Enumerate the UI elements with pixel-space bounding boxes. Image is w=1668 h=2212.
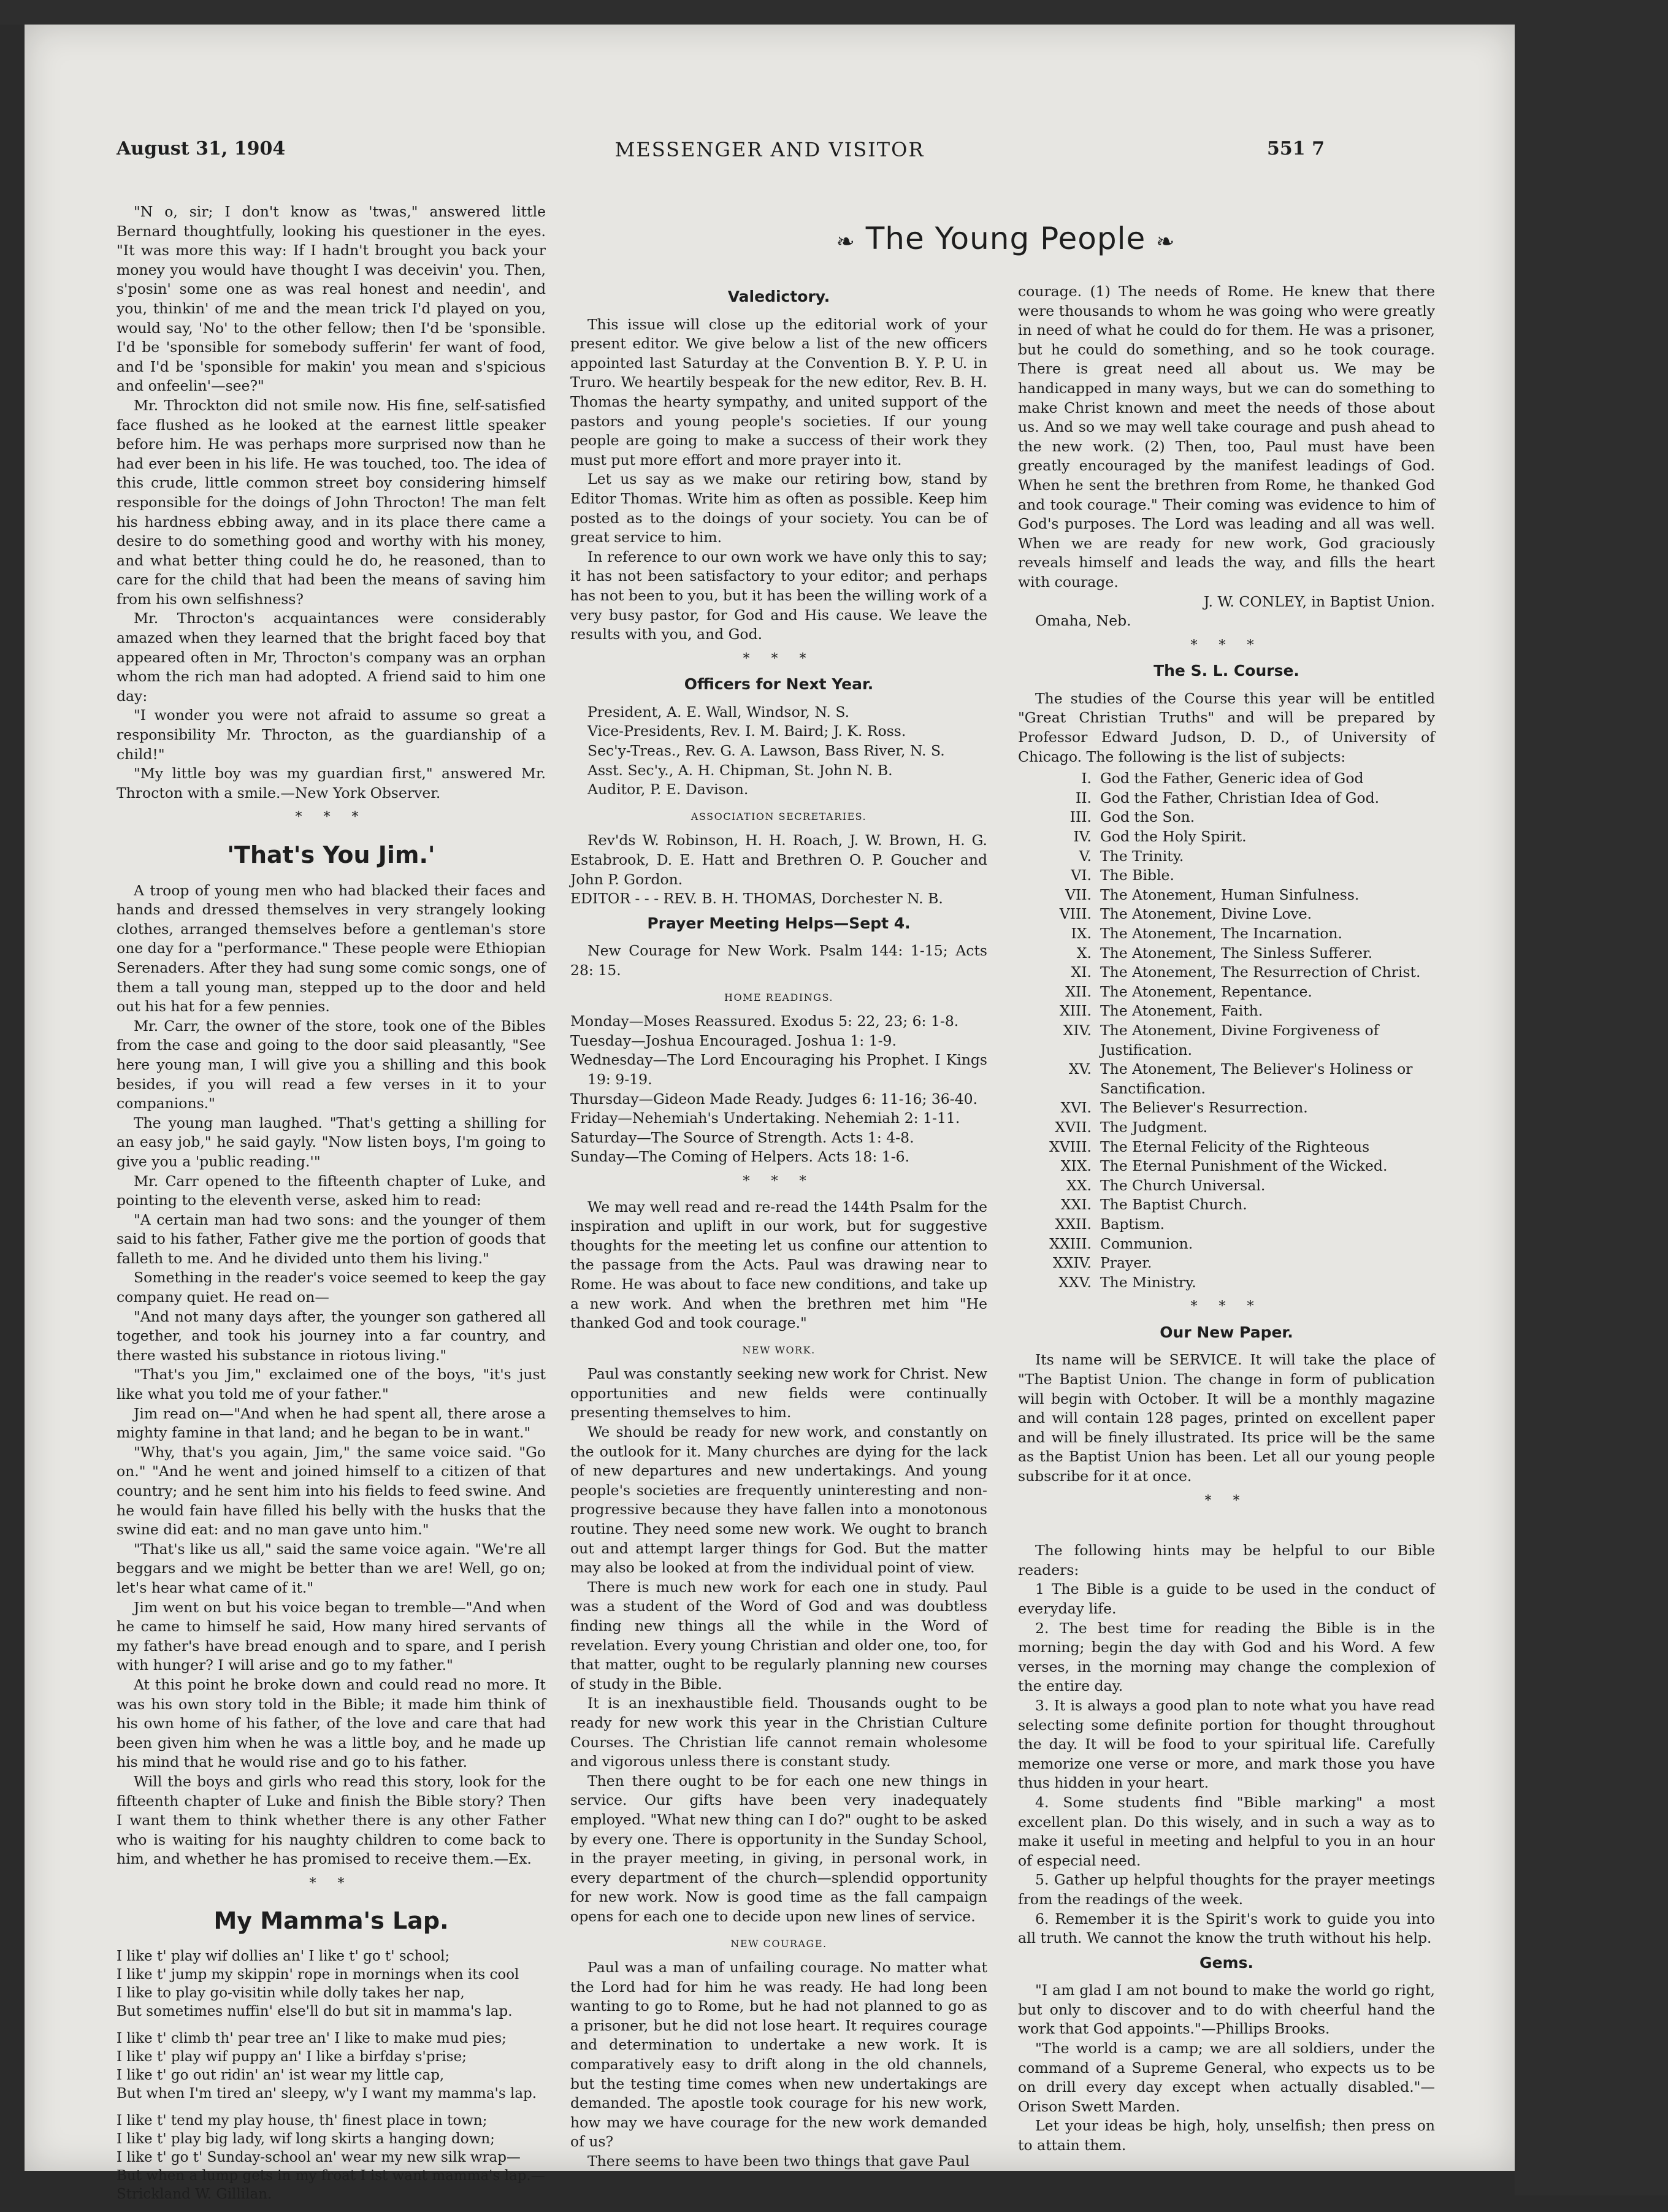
subject-item <box>1018 924 1435 944</box>
paragraph: We may well read and re-read the 144th Psalm for the inspiration and uplift in our work, but for suggestive thoughts for the meeting let us confine our attention to the passage from the Acts. Paul was drawing near to Rome. He was about to face new conditions, and take up a new work. And when the brethren met him "He thanked God and took courage." <box>570 1198 987 1332</box>
reading-line: Friday—Nehemiah's Undertaking. Nehemiah 2: 1-11. <box>570 1109 960 1127</box>
section-divider: * * * <box>743 1173 815 1189</box>
subject-title: The Atonement, Human Sinfulness. <box>1100 886 1360 903</box>
subject-item <box>1018 1060 1435 1098</box>
subject-number: XXIII. <box>1049 1234 1092 1252</box>
fleuron-left-icon: ❧ <box>836 229 855 254</box>
subject-item <box>1018 1234 1435 1254</box>
poem <box>117 1947 546 2203</box>
poem-line: I like t' play big lady, wif long skirts a hanging down; <box>117 2131 495 2148</box>
paragraph: New Courage for New Work. Psalm 144: 1-15; Acts 28: 15. <box>570 942 987 979</box>
top-border <box>0 0 1668 25</box>
poem-line: But when I'm tired an' sleepy, w'y I want my mamma's lap. <box>117 2086 537 2102</box>
paragraph: It is an inexhaustible field. Thousands ought to be ready for new work this year in the Christian Culture Courses. The Christian life cannot remain wholesome and vigorous unless there is constant study. <box>570 1694 987 1770</box>
paragraph: The studies of the Course this year will be entitled "Great Christian Truths" and will be prepared by Professor Edward Judson, D. D., of University of Chicago. The following is the list of subjects: <box>1018 689 1435 765</box>
subject-title: The Atonement, The Incarnation. <box>1100 925 1342 942</box>
paragraph: Let us say as we make our retiring bow, stand by Editor Thomas. Write him as often as possible. Keep him posted as to the doings of your society. You can be of great service to him. <box>570 470 987 546</box>
subject-item <box>1018 944 1435 963</box>
subject-item <box>1018 1273 1435 1293</box>
poem-line: I like to play go-visitin while dolly takes her nap, <box>117 1985 465 2002</box>
article-heading: Gems. <box>1199 1953 1253 1972</box>
subject-number: XXIV. <box>1052 1254 1092 1272</box>
article-heading: Officers for Next Year. <box>684 675 874 694</box>
subject-item <box>1018 905 1435 924</box>
section-divider: * * * <box>743 651 815 667</box>
subject-number: IV. <box>1073 828 1092 846</box>
paragraph: There seems to have been two things that gave Paul <box>587 2153 970 2170</box>
subject-item <box>1018 1157 1435 1176</box>
subject-title: The Atonement, Divine Forgiveness of Justification. <box>1100 1021 1379 1058</box>
issue-date: August 31, 1904 <box>117 138 286 159</box>
poem-line: I like t' go out ridin' an' ist wear my little cap, <box>117 2067 445 2084</box>
subject-item <box>1018 769 1435 789</box>
subject-number: XXI. <box>1060 1196 1092 1214</box>
subject-number: XIX. <box>1060 1157 1092 1175</box>
column-1 <box>117 202 546 2212</box>
subject-title: The Eternal Punishment of the Wicked. <box>1100 1157 1388 1175</box>
article-heading: 'That's You Jim.' <box>227 841 435 868</box>
subject-number: XXII. <box>1055 1215 1092 1233</box>
dateline: Omaha, Neb. <box>1035 612 1131 630</box>
poem-stanza <box>117 2111 546 2203</box>
paragraph: "N o, sir; I don't know as 'twas," answered little Bernard thoughtfully, looking his questioner in the eyes. "It was more this way: If I hadn't brought you back your money you would have thought I was deceivin' you. Then, s'posin' some one as was real honest and needin', and you, thinkin' of me and the mean trick I'd played on you, would say, 'No' to the other fellow; then I'd be 'sponsible. I'd be 'sponsible for somebody sufferin' fer want of food, and I'd be 'sponsible for makin' you mean and s'spicious and onfeelin'—see?" <box>117 203 546 395</box>
reading-line: Tuesday—Joshua Encouraged. Joshua 1: 1-9. <box>570 1031 897 1049</box>
paragraph: Something in the reader's voice seemed to keep the gay company quiet. He read on— <box>117 1269 546 1306</box>
subject-item <box>1018 1001 1435 1021</box>
subject-item <box>1018 827 1435 847</box>
subject-number: XIV. <box>1063 1021 1092 1039</box>
poem-line: I like t' tend my play house, th' finest place in town; <box>117 2113 488 2129</box>
paragraph: This issue will close up the editorial work of your present editor. We give below a list of the new officers appointed last Saturday at the Convention B. Y. P. U. in Truro. We heartily bespeak for the new editor, Rev. B. H. Thomas the hearty sympathy, and united support of the pastors and young people's societies. If our young people are going to make a success of their work they must put more effort and more prayer into it. <box>570 315 987 469</box>
reading-line: Thursday—Gideon Made Ready. Judges 6: 11-16; 36-40. <box>570 1090 978 1108</box>
paragraph: Mr. Carr, the owner of the store, took one of the Bibles from the case and going to the door said pleasantly, "See here young man, I will give you a shilling and this book besides, if you will read a few verses in it to your companions." <box>117 1017 546 1112</box>
section-divider: * * * <box>1190 637 1263 653</box>
column-3 <box>1018 282 1435 2156</box>
hint-item: 1 The Bible is a guide to be used in the conduct of everyday life. <box>1018 1580 1435 1617</box>
poem-line: But sometimes nuffin' else'll do but sit in mamma's lap. <box>117 2003 513 2020</box>
paragraph: A troop of young men who had blacked their faces and hands and dressed themselves in very strangely looking clothes, arranged themselves before a gentleman's store one day for a "performance." These people were Ethiopian Serenaders. After they had sung some comic songs, one of them a tall young man, stepped up to the door and held out his hat for a few pennies. <box>117 881 546 1016</box>
poem-line: But when a lump gets in my froat I ist want mamma's lap.—Strickland W. Gillilan. <box>117 2168 545 2203</box>
article-heading: The S. L. Course. <box>1153 662 1299 680</box>
subject-item <box>1018 1195 1435 1215</box>
paragraph: Jim went on but his voice began to tremble—"And when he came to himself he said, How many hired servants of my father's have bread enough and to spare, and I perish with hunger? I will arise and go to my father." <box>117 1598 546 1674</box>
quote: "I am glad I am not bound to make the world go right, but only to discover and to do with cheerful hand the work that God appoints."—Phillips Brooks. <box>1018 1981 1435 2038</box>
subject-number: XIII. <box>1059 1002 1092 1020</box>
poem-stanza <box>117 2029 546 2103</box>
subheading: ASSOCIATION SECRETARIES. <box>691 810 867 822</box>
hint-item: 5. Gather up helpful thoughts for the prayer meetings from the readings of the week. <box>1018 1871 1435 1908</box>
paragraph: Then there ought to be for each one new things in service. Our gifts have been very inadequately employed. "What new thing can I do?" ought to be asked by every one. There is opportunity in the Sunday School, in the prayer meeting, in giving, in personal work, in every department of the church—splendid opportunity for new work. Now is good time as the fall campaign opens for each one to decide upon new lines of service. <box>570 1772 987 1925</box>
masthead <box>92 138 1447 175</box>
poem-line: I like t' go t' Sunday-school an' wear my new silk wrap— <box>117 2149 521 2166</box>
newspaper-title: MESSENGER AND VISITOR <box>614 138 925 161</box>
subject-title: The Atonement, Repentance. <box>1100 982 1312 1000</box>
paragraph: Paul was constantly seeking new work for Christ. New opportunities and new fields were continually presenting themselves to him. <box>570 1365 987 1422</box>
subject-item <box>1018 789 1435 808</box>
paragraph: Mr. Throckton did not smile now. His fine, self-satisfied face flushed as he looked at the earnest little speaker before him. He was perhaps more surprised now than he had ever been in his life. He was touched, too. The idea of this crude, little common street boy considering himself responsible for the doings of John Throcton! The man felt his hardness ebbing away, and in its place there came a desire to do something good and worthy with his money, and what better thing could he do, he reasoned, than to care for the child that had been the means of saving him from his own selfishness? <box>117 396 546 608</box>
subject-title: The Atonement, The Sinless Sufferer. <box>1100 944 1373 962</box>
subject-title: Prayer. <box>1100 1254 1152 1272</box>
paragraph: There is much new work for each one in study. Paul was a student of the Word of God and was doubtless finding new things all the while in the Word of revelation. Every young Christian and older one, too, for that matter, ought to be regularly planning new courses of study in the Bible. <box>570 1578 987 1693</box>
paragraph: Mr. Throcton's acquaintances were considerably amazed when they learned that the bright faced boy that appeared often in Mr, Throcton's company was an orphan whom the rich man had adopted. A friend said to him one day: <box>117 610 546 705</box>
paragraph: "I wonder you were not afraid to assume so great a responsibility Mr. Throcton, as the guardianship of a child!" <box>117 706 546 763</box>
subject-title: The Atonement, The Believer's Holiness or Sanctification. <box>1100 1060 1413 1097</box>
article-heading: Our New Paper. <box>1160 1323 1293 1341</box>
subject-title: God the Father, Christian Idea of God. <box>1100 789 1380 806</box>
paragraph: We should be ready for new work, and constantly on the outlook for it. Many churches are dying for the lack of new departures and new undertakings. And young people's societies are frequently uninteresting and non-progressive because they have fallen into a monotonous routine. They need some new work. We ought to branch out and attempt larger things for God. But the matter may also be looked at from the individual point of view. <box>570 1423 987 1577</box>
reading-line: Wednesday—The Lord Encouraging his Prophet. I Kings 19: 9-19. <box>570 1051 987 1088</box>
poem-stanza <box>117 1947 546 2021</box>
page-number: 551 7 <box>1267 138 1325 159</box>
poem-line: I like t' climb th' pear tree an' I like to make mud pies; <box>117 2030 507 2047</box>
article-heading: Valedictory. <box>727 288 830 305</box>
officer-line: Auditor, P. E. Davison. <box>587 781 749 798</box>
subject-title: The Believer's Resurrection. <box>1100 1099 1308 1117</box>
paragraph: Its name will be SERVICE. It will take the place of "The Baptist Union. The change in form of publication will begin with October. It will be a monthly magazine and will contain 128 pages, printed on excellent paper and will be finely illustrated. Its price will be the same as the Baptist Union has been. Let all our young people subscribe for it at once. <box>1018 1351 1435 1485</box>
subject-item <box>1018 1118 1435 1138</box>
subject-number: XVII. <box>1055 1118 1092 1136</box>
subject-item <box>1018 1138 1435 1157</box>
subheading: NEW WORK. <box>742 1344 816 1356</box>
subject-list <box>1018 769 1435 1292</box>
paragraph: Will the boys and girls who read this story, look for the fifteenth chapter of Luke and finish the Bible story? Then I want them to think whether there is any other Father who is waiting for his naughty children to come back to him, and whether he has promised to receive them.—Ex. <box>117 1772 546 1868</box>
subject-number: VII. <box>1065 886 1092 903</box>
paragraph: Rev'ds W. Robinson, H. H. Roach, J. W. Brown, H. G. Estabrook, D. E. Hatt and Brethren O. P. Goucher and John P. Gordon. <box>570 832 987 888</box>
paragraph: In reference to our own work we have only this to say; it has not been satisfactory to your editor; and perhaps has not been to you, but it has been the willing work of a very busy pastor, for God and His cause. We leave the results with you, and God. <box>570 548 987 643</box>
officer-line: Vice-Presidents, Rev. I. M. Baird; J. K. Ross. <box>587 722 906 740</box>
quote: Let your ideas be high, holy, unselfish; then press on to attain them. <box>1018 2117 1435 2154</box>
subject-number: V. <box>1079 847 1092 865</box>
paragraph: Jim read on—"And when he had spent all, there arose a mighty famine in that land; and he began to be in want." <box>117 1404 546 1442</box>
quote: "The world is a camp; we are all soldiers, under the command of a Supreme General, who expects us to be on drill every day except when actually disabled."—Orison Swett Marden. <box>1018 2040 1435 2115</box>
subject-title: The Bible. <box>1100 867 1174 884</box>
hint-item: 3. It is always a good plan to note what you have read selecting some definite portion for thought throughout the day. It will be food to your spiritual life. Carefully memorize one verse or more, and mark those you have thus hidden in your heart. <box>1018 1696 1435 1792</box>
subject-item <box>1018 963 1435 982</box>
article-heading: Prayer Meeting Helps—Sept 4. <box>647 914 911 932</box>
subject-number: IX. <box>1071 925 1092 942</box>
editor-line: EDITOR - - - REV. B. H. THOMAS, Dorchester N. B. <box>570 890 943 908</box>
hint-item: 4. Some students find "Bible marking" a most excellent plan. Do this wisely, and in such a way as to make it useful in meeting and helpful to you in an hour of especial need. <box>1018 1793 1435 1869</box>
paragraph: "A certain man had two sons: and the younger of them said to his father, Father give me the portion of goods that falleth to me. And he divided unto them his living." <box>117 1211 546 1267</box>
fleuron-right-icon: ❧ <box>1156 229 1176 254</box>
subject-item <box>1018 1176 1435 1196</box>
officer-line: Sec'y-Treas., Rev. G. A. Lawson, Bass River, N. S. <box>587 742 945 760</box>
newspaper-page <box>25 25 1515 2203</box>
reading-line: Monday—Moses Reassured. Exodus 5: 22, 23; 6: 1-8. <box>570 1012 959 1030</box>
subject-number: XII. <box>1065 982 1092 1000</box>
subject-title: The Ministry. <box>1100 1273 1196 1291</box>
section-divider: * * <box>1204 1493 1249 1509</box>
subject-title: The Atonement, Faith. <box>1100 1002 1263 1020</box>
paragraph: "That's like us all," said the same voice again. "We're all beggars and we might be better than we are! Well, go on; let's hear what came of it." <box>117 1540 546 1596</box>
poem-line: I like t' jump my skippin' rope in mornings when its cool <box>117 1967 519 1983</box>
section-title-text: The Young People <box>865 221 1146 256</box>
hint-item: 6. Remember it is the Spirit's work to guide you into all truth. We cannot the know the truth without his help. <box>1018 1910 1435 1947</box>
hint-item: 2. The best time for reading the Bible is in the morning; begin the day with God and his Word. A few verses, in the morning may change the complexion of the entire day. <box>1018 1619 1435 1695</box>
reading-line: Sunday—The Coming of Helpers. Acts 18: 1-6. <box>570 1148 910 1166</box>
officer-line: Asst. Sec'y., A. H. Chipman, St. John N. B. <box>587 761 893 779</box>
subheading: NEW COURAGE. <box>730 1937 827 1950</box>
paragraph: "My little boy was my guardian first," answered Mr. Throcton with a smile.—New York Observer. <box>117 765 546 802</box>
subject-title: The Judgment. <box>1100 1118 1208 1136</box>
subject-title: God the Holy Spirit. <box>1100 828 1247 846</box>
paragraph: "And not many days after, the younger son gathered all together, and took his journey into a far country, and there wasted his substance in riotous living." <box>117 1307 546 1364</box>
paragraph: "Why, that's you again, Jim," the same voice said. "Go on." "And he went and joined himself to a citizen of that country; and he sent him into his fields to feed swine. And he would fain have filled his belly with the husks that the swine did eat: and no man gave unto him." <box>117 1443 546 1539</box>
subject-title: The Atonement, The Resurrection of Christ. <box>1100 963 1421 981</box>
paragraph: courage. (1) The needs of Rome. He knew that there were thousands to whom he was going who were greatly in need of what he could do for them. He was a prisoner, but he could do something, and so he took courage. There is great need all about us. We may be handicapped in many ways, but we can do something to make Christ known and meet the needs of those about us. And so we may well take courage and push ahead to the new work. (2) Then, too, Paul must have been greatly encouraged by the manifest leadings of God. When he sent the brethren from Rome, he thanked God and took courage." Their coming was evidence to him of God's purposes. The Lord was leading and all was well. When we are ready for new work, God graciously reveals himself and leads the way, and fills the heart with courage. <box>1018 283 1435 591</box>
subject-number: X. <box>1076 944 1092 962</box>
subject-title: The Baptist Church. <box>1100 1196 1247 1214</box>
subject-title: Communion. <box>1100 1234 1193 1252</box>
subject-number: XVI. <box>1060 1099 1092 1117</box>
paragraph: Mr. Carr opened to the fifteenth chapter of Luke, and pointing to the eleventh verse, asked him to read: <box>117 1172 546 1209</box>
subject-title: The Eternal Felicity of the Righteous <box>1100 1138 1370 1155</box>
article-heading: My Mamma's Lap. <box>213 1907 449 1935</box>
subject-title: The Church Universal. <box>1100 1176 1266 1194</box>
subject-title: God the Father, Generic idea of God <box>1100 770 1364 787</box>
subject-number: VIII. <box>1059 905 1092 923</box>
subject-number: XI. <box>1071 963 1092 981</box>
subject-number: XV. <box>1068 1060 1092 1078</box>
reading-line: Saturday—The Source of Strength. Acts 1: 4-8. <box>570 1128 914 1146</box>
subject-number: VI. <box>1071 867 1092 884</box>
paragraph: The young man laughed. "That's getting a shilling for an easy job," he said gayly. "Now listen boys, I'm going to give you a 'public reading.'" <box>117 1114 546 1170</box>
paragraph: Paul was a man of unfailing courage. No matter what the Lord had for him he was ready. He had long been wanting to go to Rome, but he had not planned to go as a prisoner, but he did not lose heart. It requires courage and determination to undertake a new work. It is comparatively easy to drift along in the old channels, but the testing time comes when new undertakings are demanded. The apostle took courage for his new work, how may we have courage for the new work demanded of us? <box>570 1959 987 2151</box>
subject-item <box>1018 886 1435 905</box>
subject-item <box>1018 847 1435 867</box>
subject-number: XVIII. <box>1049 1138 1092 1155</box>
byline: J. W. CONLEY, in Baptist Union. <box>1203 592 1435 610</box>
column-2 <box>570 282 987 2172</box>
section-divider: * * * <box>295 809 367 825</box>
right-border <box>1515 0 1668 2195</box>
subject-number: XXV. <box>1058 1273 1092 1291</box>
subject-item <box>1018 982 1435 1002</box>
subject-title: God the Son. <box>1100 808 1195 826</box>
subject-item <box>1018 1215 1435 1234</box>
subject-number: III. <box>1069 808 1092 826</box>
subject-title: Baptism. <box>1100 1215 1165 1233</box>
section-divider: * * * <box>1190 1299 1263 1315</box>
subject-title: The Atonement, Divine Love. <box>1100 905 1312 923</box>
subject-title: The Trinity. <box>1100 847 1184 865</box>
subject-number: I. <box>1081 770 1092 787</box>
section-title <box>822 221 1190 256</box>
subject-number: XX. <box>1066 1176 1092 1194</box>
subject-item <box>1018 866 1435 886</box>
paragraph: The following hints may be helpful to our Bible readers: <box>1018 1542 1435 1579</box>
subject-item <box>1018 808 1435 827</box>
subheading: HOME READINGS. <box>724 991 833 1003</box>
paragraph: At this point he broke down and could read no more. It was his own story told in the Bible; it made him think of his own home of his father, of the love and care that had been given him when he was a little boy, and he made up his mind that he would rise and go to his father. <box>117 1675 546 1771</box>
subject-item <box>1018 1021 1435 1060</box>
poem-line: I like t' play wif puppy an' I like a birfday s'prise; <box>117 2049 467 2065</box>
subject-item <box>1018 1253 1435 1273</box>
officer-line: President, A. E. Wall, Windsor, N. S. <box>587 703 850 721</box>
subject-number: II. <box>1075 789 1092 806</box>
subject-item <box>1018 1098 1435 1118</box>
section-divider: * * <box>309 1875 353 1891</box>
poem-line: I like t' play wif dollies an' I like t' go t' school; <box>117 1948 450 1965</box>
paragraph: "That's you Jim," exclaimed one of the boys, "it's just like what you told me of your father." <box>117 1366 546 1403</box>
